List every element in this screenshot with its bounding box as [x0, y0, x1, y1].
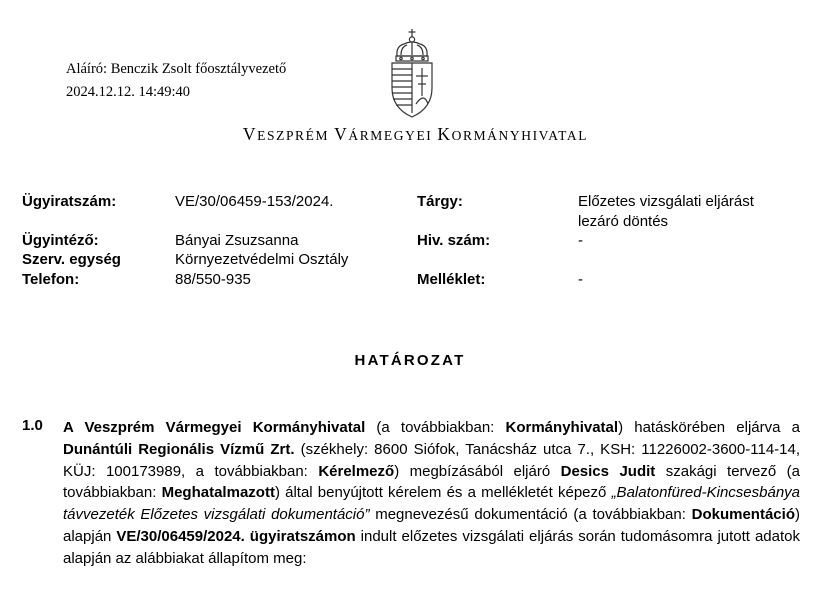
subject-label: Tárgy: [417, 193, 463, 210]
administrator-value: Bányai Zsuzsanna [175, 232, 299, 249]
paragraph-run: Kérelmező [318, 462, 395, 480]
paragraph-run: Dunántúli Regionális Vízmű Zrt. [63, 440, 295, 458]
subject-value-line1: Előzetes vizsgálati eljárást [578, 193, 754, 210]
paragraph-run: „Balatonfüred-Kincsesbánya távvezeték Előzetes vizsgálati dokumentáció” [63, 484, 801, 524]
document-title: HATÁROZAT [354, 352, 466, 369]
paragraph-run: ) megbízásából eljáró [394, 462, 561, 480]
signature-block [66, 58, 286, 104]
case-number-label: Ügyiratszám: [22, 193, 117, 210]
paragraph-run: ) hatáskörében eljárva a [618, 419, 800, 436]
reference-number-value: - [578, 232, 583, 249]
signature-datetime: 2024.12.12. 14:49:40 [66, 84, 191, 100]
paragraph-run: Kormányhivatal [505, 419, 619, 436]
org-unit-value: Környezetvédelmi Osztály [175, 251, 349, 268]
administrator-label: Ügyintéző: [22, 232, 99, 249]
paragraph-run: megnevezésű dokumentáció (a továbbiakban: [369, 506, 692, 524]
org-unit-label: Szerv. egység [22, 251, 121, 268]
paragraph-run: A Veszprém Vármegyei Kormányhivatal [63, 419, 366, 436]
signer-line: Aláíró: Benczik Zsolt főosztályvezető [66, 61, 287, 77]
attachment-label: Melléklet: [417, 271, 486, 288]
paragraph-run: szakági tervező (a továbbiakban: [63, 462, 801, 502]
attachment-value: - [578, 271, 583, 288]
office-word-1: VESZPRÉM [242, 124, 335, 144]
office-word-3: KORMÁNYHIVATAL [437, 124, 589, 144]
decision-paragraph [63, 417, 800, 570]
subject-value-line2: lezáró döntés [578, 213, 669, 230]
reference-number-label: Hiv. szám: [417, 232, 491, 249]
paragraph-run: VE/30/06459/2024. ügyiratszámon [116, 527, 356, 545]
section-number: 1.0 [22, 417, 43, 434]
coat-of-arms-icon [387, 28, 437, 120]
paragraph-run: ) alapján [63, 506, 800, 545]
case-number-value: VE/30/06459-153/2024. [175, 193, 334, 210]
office-word-2: VÁRMEGYEI [334, 124, 438, 144]
paragraph-run: (a továbbiakban: [365, 419, 506, 436]
paragraph-run: Dokumentáció [691, 506, 795, 524]
paragraph-run: Desics Judit [560, 462, 656, 480]
paragraph-run: (székhely: 8600 Siófok, Tanácsház utca 7., KSH: 11226002-3600-114-14, KÜJ: 100173989, a továbbiakban: [63, 440, 801, 480]
paragraph-run: ) által benyújtott kérelem és a mellékletét képező [274, 484, 612, 502]
paragraph-run: indult előzetes vizsgálati eljárás során tudomásomra jutott adatok alapján az alábbiakat állapítom meg: [63, 527, 800, 567]
phone-label: Telefon: [22, 271, 80, 288]
paragraph-run: Meghatalmazott [161, 484, 275, 502]
office-name [0, 124, 831, 145]
phone-value: 88/550-935 [175, 271, 251, 288]
